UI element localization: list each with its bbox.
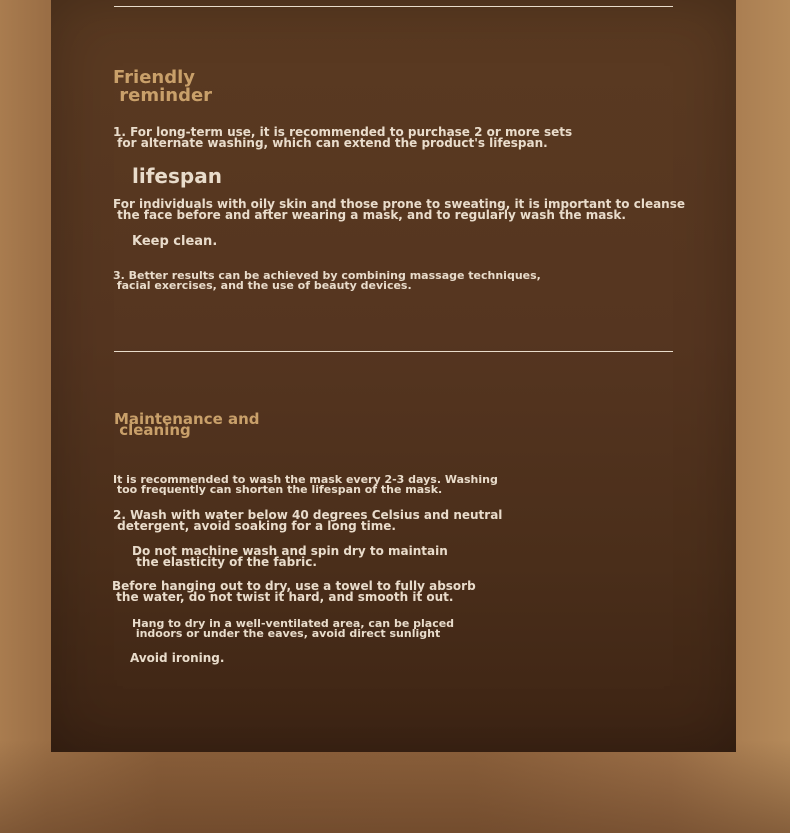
keep-clean-label: Keep clean. bbox=[132, 234, 218, 249]
maintenance-para-6: Avoid ironing. bbox=[130, 651, 225, 665]
reminder-item-1: 1. For long-term use, it is recommended to purchase 2 or more sets for alternate washing, which can extend the product's lifespan. bbox=[113, 125, 573, 150]
maintenance-heading: Maintenance and cleaning bbox=[114, 410, 260, 439]
maintenance-para-5: Hang to dry in a well-ventilated area, can be placed indoors or under the eaves, avoid direct sunlight bbox=[132, 617, 455, 640]
friendly-reminder-heading: Friendly reminder bbox=[113, 67, 213, 106]
maintenance-para-2: 2. Wash with water below 40 degrees Celsius and neutral detergent, avoid soaking for a long time. bbox=[113, 508, 503, 533]
reminder-item-2: For individuals with oily skin and those prone to sweating, it is important to cleanse the face before and after wearing a mask, and to regularly wash the mask. bbox=[113, 197, 686, 222]
maintenance-para-4: Before hanging out to dry, use a towel to fully absorb the water, do not twist it hard, and smooth it out. bbox=[112, 579, 476, 604]
top-divider bbox=[114, 6, 673, 7]
reminder-item-3: 3. Better results can be achieved by combining massage techniques, facial exercises, and the use of beauty devices. bbox=[113, 269, 541, 292]
maintenance-para-3: Do not machine wash and spin dry to maintain the elasticity of the fabric. bbox=[132, 544, 448, 569]
middle-divider bbox=[114, 351, 673, 352]
background-bottom-shade bbox=[0, 740, 790, 833]
maintenance-para-1: It is recommended to wash the mask every 2-3 days. Washing too frequently can shorten the lifespan of the mask. bbox=[113, 473, 498, 496]
content-panel bbox=[51, 0, 736, 752]
lifespan-label: lifespan bbox=[132, 164, 222, 188]
